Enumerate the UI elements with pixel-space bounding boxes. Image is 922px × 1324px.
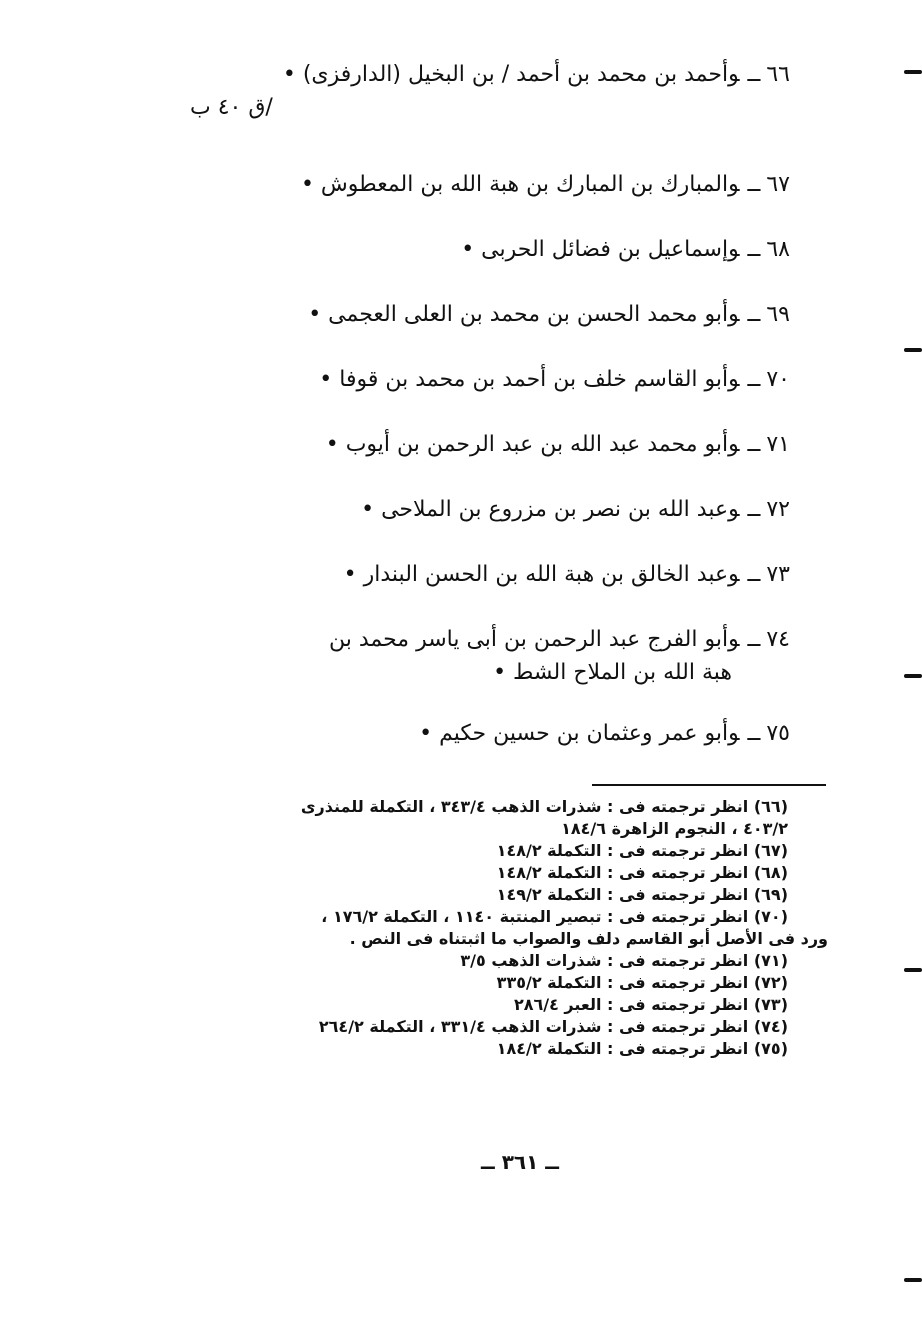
- entry-number: ٧٢: [766, 497, 790, 522]
- footnote-70-continuation: ورد فى الأصل أبو القاسم دلف والصواب ما اثبتناه فى النص .: [349, 929, 828, 948]
- entry-text: وأحمد بن محمد بن أحمد / بن البخيل (الدارفزى) •: [282, 62, 740, 87]
- entry-text-continuation: هبة الله بن الملاح الشط •: [493, 660, 732, 685]
- footnote-67: (٦٧) انظر ترجمته فى : التكملة ١٤٨/٢: [496, 841, 788, 860]
- entry-number: ٧٣: [766, 562, 790, 587]
- entry-dash: ــ: [747, 497, 761, 522]
- footnote-75: (٧٥) انظر ترجمته فى : التكملة ١٨٤/٢: [496, 1039, 788, 1058]
- entry-dash: ــ: [747, 172, 761, 197]
- footnote-71: (٧١) انظر ترجمته فى : شذرات الذهب ٣/٥: [460, 951, 788, 970]
- entry-text: وعبد الله بن نصر بن مزروع بن الملاحى •: [361, 497, 740, 522]
- entry-text-continuation: /ق ٤٠ ب: [190, 95, 273, 120]
- entry-74: [190, 623, 790, 689]
- entry-dash: ــ: [747, 721, 761, 746]
- entry-text: وأبو محمد الحسن بن محمد بن العلى العجمى •: [308, 302, 740, 327]
- entry-dash: ــ: [747, 627, 761, 652]
- footnote-73: (٧٣) انظر ترجمته فى : العبر ٢٨٦/٤: [513, 995, 788, 1014]
- footnotes: [196, 796, 828, 1060]
- entry-number: ٦٨: [766, 237, 790, 262]
- entry-dash: ــ: [747, 367, 761, 392]
- entry-number: ٧٥: [766, 721, 790, 746]
- entry-text: وأبو الفرج عبد الرحمن بن أبى ياسر محمد بن: [328, 627, 740, 652]
- entry-67: [190, 168, 790, 201]
- entry-69: [190, 298, 790, 331]
- footnote-74: (٧٤) انظر ترجمته فى : شذرات الذهب ٣٣١/٤ ، التكملة ٢٦٤/٢: [318, 1017, 788, 1036]
- entry-text: وأبو القاسم خلف بن أحمد بن محمد بن قوفا •: [319, 367, 740, 392]
- margin-mark: [904, 968, 922, 972]
- entry-70: [190, 363, 790, 396]
- footnote-66-continuation: ٤٠٣/٢ ، النجوم الزاهرة ١٨٤/٦: [561, 819, 788, 838]
- footnote-69: (٦٩) انظر ترجمته فى : التكملة ١٤٩/٢: [496, 885, 788, 904]
- footnote-66: (٦٦) انظر ترجمته فى : شذرات الذهب ٣٤٣/٤ ، التكملة للمنذرى: [300, 797, 788, 816]
- footnote-separator: [592, 784, 826, 786]
- entry-75: [190, 717, 790, 750]
- entry-text: والمبارك بن المبارك بن هبة الله بن المعطوش •: [300, 172, 740, 197]
- entry-number: ٦٦: [766, 62, 790, 87]
- entry-dash: ــ: [747, 237, 761, 262]
- entry-dash: ــ: [747, 62, 761, 87]
- entry-68: [190, 233, 790, 266]
- entry-number: ٧٠: [766, 367, 790, 392]
- entry-71: [190, 428, 790, 461]
- entry-number: ٦٩: [766, 302, 790, 327]
- entry-text: وعبد الخالق بن هبة الله بن الحسن البندار •: [343, 562, 740, 587]
- margin-mark: [904, 70, 922, 74]
- entry-text: وأبو محمد عبد الله بن عبد الرحمن بن أيوب •: [325, 432, 740, 457]
- entry-number: ٧١: [766, 432, 790, 457]
- page-number: ــ ٣٦١ ــ: [481, 1150, 559, 1174]
- entry-72: [190, 493, 790, 526]
- footnote-72: (٧٢) انظر ترجمته فى : التكملة ٣٣٥/٢: [496, 973, 788, 992]
- footnote-70: (٧٠) انظر ترجمته فى : تبصير المنتبة ١١٤٠ ، التكملة ١٧٦/٢ ،: [321, 907, 788, 926]
- entry-73: [190, 558, 790, 591]
- entry-text: وإسماعيل بن فضائل الحربى •: [461, 237, 740, 262]
- entry-number: ٦٧: [766, 172, 790, 197]
- margin-mark: [904, 674, 922, 678]
- entry-dash: ــ: [747, 302, 761, 327]
- entry-text: وأبو عمر وعثمان بن حسين حكيم •: [419, 721, 740, 746]
- entries-list: [190, 50, 790, 750]
- entry-dash: ــ: [747, 432, 761, 457]
- footnote-68: (٦٨) انظر ترجمته فى : التكملة ١٤٨/٢: [496, 863, 788, 882]
- entry-number: ٧٤: [766, 627, 790, 652]
- margin-mark: [904, 1278, 922, 1282]
- entry-dash: ــ: [747, 562, 761, 587]
- margin-mark: [904, 348, 922, 352]
- entry-66: [190, 58, 790, 124]
